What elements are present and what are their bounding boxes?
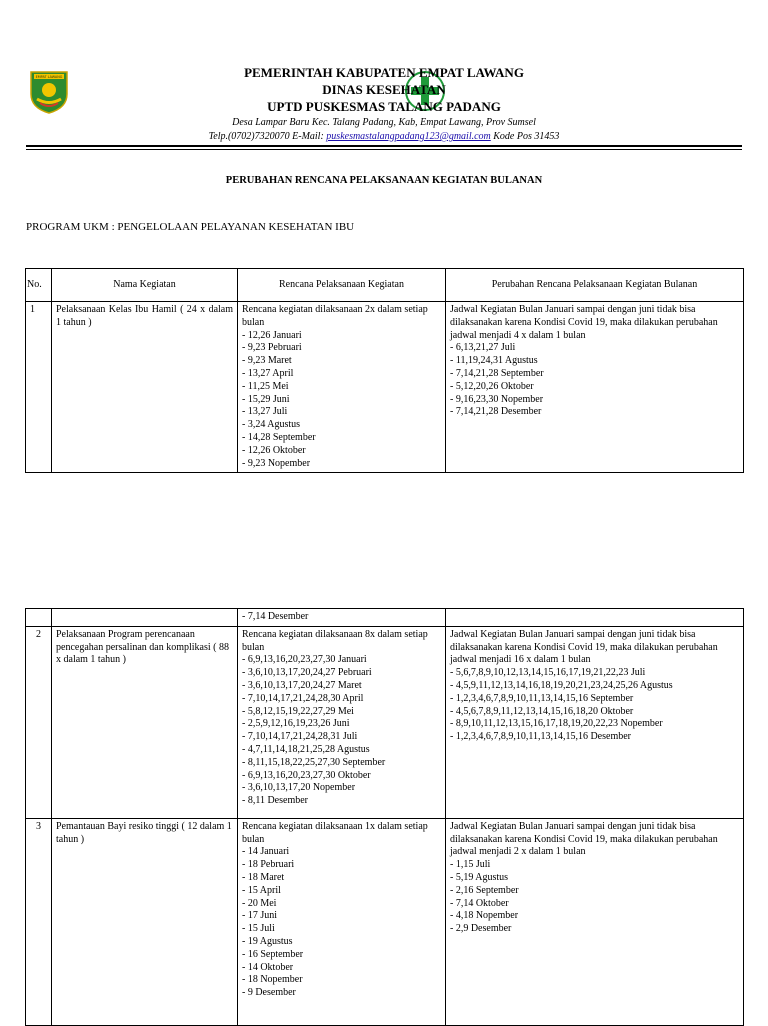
schedule-item: - 15 Juli	[242, 923, 275, 935]
schedule-item: - 3,6,10,13,17,20,24,27 Pebruari	[242, 667, 372, 679]
schedule-item: - 18 Maret	[242, 871, 285, 883]
schedule-item: - 7,10,14,17,21,24,28,30 April	[242, 692, 364, 704]
schedule-item: - 2,16 September	[450, 884, 519, 896]
schedule-item: - 17 Juni	[242, 910, 277, 922]
header-rencana: Rencana Pelaksanaan Kegiatan	[238, 269, 446, 302]
schedule-item: - 19 Agustus	[242, 935, 293, 947]
schedule-item: - 20 Mei	[242, 897, 277, 909]
plan-intro: Rencana kegiatan dilaksanaan 1x dalam setiap bulan	[242, 820, 428, 845]
table-row	[26, 302, 744, 473]
change-list	[450, 859, 739, 936]
row-number: 1	[26, 302, 52, 473]
table-row-continued	[26, 609, 744, 627]
document-title: PERUBAHAN RENCANA PELAKSANAAN KEGIATAN BULANAN	[225, 175, 543, 186]
schedule-item: - 3,6,10,13,17,20 Nopember	[242, 782, 356, 794]
plan-intro: Rencana kegiatan dilaksanaan 2x dalam setiap bulan	[242, 304, 428, 328]
schedule-item: - 4,18 Nopember	[450, 910, 519, 922]
schedule-item: - 6,9,13,16,20,23,27,30 Oktober	[242, 769, 371, 781]
schedule-item: - 5,6,7,8,9,10,12,13,14,15,16,17,19,21,22,23 Juli	[450, 667, 646, 679]
schedule-item: - 3,6,10,13,17,20,24,27 Maret	[242, 679, 362, 691]
contact-postcode: Kode Pos 31453	[490, 131, 560, 142]
plan-continued: - 7,14 Desember	[238, 609, 446, 627]
schedule-item: - 12,26 Oktober	[242, 444, 306, 456]
change-cell	[446, 302, 744, 473]
schedule-item: - 9,23 Pebruari	[242, 342, 302, 354]
schedule-item: - 6,13,21,27 Juli	[450, 342, 516, 354]
schedule-item: - 14 Januari	[242, 846, 290, 858]
letterhead-line-2: DINAS KESEHATAN	[322, 82, 446, 97]
plan-list	[242, 654, 441, 808]
row-number: 3	[26, 818, 52, 1025]
change-list	[450, 342, 739, 419]
letterhead-line-1: PEMERINTAH KABUPATEN EMPAT LAWANG	[244, 65, 524, 80]
schedule-item: - 2,9 Desember	[450, 923, 512, 935]
schedule-item: - 11,19,24,31 Agustus	[450, 355, 538, 367]
schedule-item: - 2,5,9,12,16,19,23,26 Juni	[242, 718, 350, 730]
program-label: PROGRAM UKM : PENGELOLAAN PELAYANAN KESEHATAN IBU	[26, 221, 355, 233]
schedule-item: - 1,15 Juli	[450, 859, 491, 871]
letterhead-line-3: UPTD PUSKESMAS TALANG PADANG	[267, 99, 501, 114]
schedule-item: - 9,23 Maret	[242, 355, 292, 367]
schedule-item: - 11,25 Mei	[242, 380, 289, 392]
change-intro: Jadwal Kegiatan Bulan Januari sampai dengan juni tidak bisa dilaksanakan karena Kondisi Covid 19, maka dilakukan perubahan jadwal menjadi 4 x dalam 1 bulan	[450, 304, 718, 341]
change-cell	[446, 626, 744, 818]
letterhead-contact	[0, 131, 768, 142]
schedule-item: - 7,14,21,28 Desember	[450, 406, 542, 418]
table-row	[26, 626, 744, 818]
schedule-item: - 9,23 Nopember	[242, 457, 311, 469]
schedule-item: - 8,11,15,18,22,25,27,30 September	[242, 756, 386, 768]
schedule-item: - 12,26 Januari	[242, 329, 302, 341]
activity-table-part-1	[25, 268, 744, 473]
schedule-item: - 18 Pebruari	[242, 859, 295, 871]
schedule-item: - 15,29 Juni	[242, 393, 290, 405]
header-nama-kegiatan: Nama Kegiatan	[52, 269, 238, 302]
schedule-item: - 8,9,10,11,12,13,15,16,17,18,19,20,22,23 Nopember	[450, 718, 663, 730]
schedule-item: - 18 Nopember	[242, 974, 303, 986]
plan-list	[242, 330, 441, 471]
change-intro: Jadwal Kegiatan Bulan Januari sampai dengan juni tidak bisa dilaksanakan karena Kondisi Covid 19, maka dilakukan perubahan jadwal menjadi 16 x dalam 1 bulan	[450, 628, 718, 666]
activity-name: Pelaksanaan Kelas Ibu Hamil ( 24 x dalam 1 tahun )	[52, 302, 238, 473]
schedule-item: - 3,24 Agustus	[242, 419, 301, 431]
schedule-item: - 5,8,12,15,19,22,27,29 Mei	[242, 705, 354, 717]
schedule-item: - 7,10,14,17,21,24,28,31 Juli	[242, 731, 358, 743]
activity-table-part-2	[25, 608, 744, 1026]
schedule-item: - 14,28 September	[242, 431, 316, 443]
change-intro: Jadwal Kegiatan Bulan Januari sampai dengan juni tidak bisa dilaksanakan karena Kondisi Covid 19, maka dilakukan perubahan jadwal menjadi 2 x dalam 1 bulan	[450, 820, 718, 858]
plan-cell	[238, 302, 446, 473]
schedule-item: - 5,12,20,26 Oktober	[450, 380, 534, 392]
logo-caption: EMPAT LAWANG	[35, 75, 63, 79]
table-row	[26, 818, 744, 1025]
schedule-item: - 7,14,21,28 September	[450, 367, 544, 379]
contact-phone: Telp.(0702)7320070 E-Mail:	[208, 131, 327, 142]
schedule-item: - 7,14 Oktober	[450, 897, 509, 909]
schedule-item: - 5,19 Agustus	[450, 871, 509, 883]
activity-name: Pemantauan Bayi resiko tinggi ( 12 dalam 1 tahun )	[52, 818, 238, 1025]
contact-email-link[interactable]: puskesmastalangpadang123@gmail.com	[326, 131, 491, 142]
row-number: 2	[26, 626, 52, 818]
plan-cell	[238, 626, 446, 818]
letterhead-rule-thin	[26, 149, 742, 150]
schedule-item: - 13,27 Juli	[242, 406, 288, 418]
schedule-item: - 4,7,11,14,18,21,25,28 Agustus	[242, 743, 370, 755]
schedule-item: - 6,9,13,16,20,23,27,30 Januari	[242, 654, 367, 666]
schedule-item: - 9 Desember	[242, 987, 296, 999]
activity-name: Pelaksanaan Program perencanaan pencegahan persalinan dan komplikasi ( 88 x dalam 1 tahun )	[52, 626, 238, 818]
schedule-item: - 16 September	[242, 948, 304, 960]
schedule-item: - 1,2,3,4,6,7,8,9,10,11,13,14,15,16 September	[450, 692, 634, 704]
plan-intro: Rencana kegiatan dilaksanaan 8x dalam setiap bulan	[242, 628, 428, 653]
schedule-item: - 15 April	[242, 884, 281, 896]
table-header-row	[26, 269, 744, 302]
schedule-item: - 9,16,23,30 Nopember	[450, 393, 544, 405]
schedule-item: - 1,2,3,4,6,7,8,9,10,11,13,14,15,16 Desember	[450, 731, 631, 743]
schedule-item: - 8,11 Desember	[242, 795, 308, 807]
change-list	[450, 667, 739, 744]
header-no: No.	[26, 269, 52, 302]
change-cell	[446, 818, 744, 1025]
letterhead-address: Desa Lampar Baru Kec. Talang Padang, Kab, Empat Lawang, Prov Sumsel	[232, 117, 536, 128]
letterhead-rule-thick	[26, 145, 742, 147]
schedule-item: - 14 Oktober	[242, 961, 294, 973]
schedule-item: - 4,5,6,7,8,9,11,12,13,14,15,16,18,20 Oktober	[450, 705, 634, 717]
schedule-item: - 13,27 April	[242, 367, 294, 379]
header-perubahan: Perubahan Rencana Pelaksanaan Kegiatan Bulanan	[446, 269, 744, 302]
plan-cell	[238, 818, 446, 1025]
plan-list	[242, 846, 441, 1000]
schedule-item: - 4,5,9,11,12,13,14,16,18,19,20,21,23,24,25,26 Agustus	[450, 679, 673, 691]
